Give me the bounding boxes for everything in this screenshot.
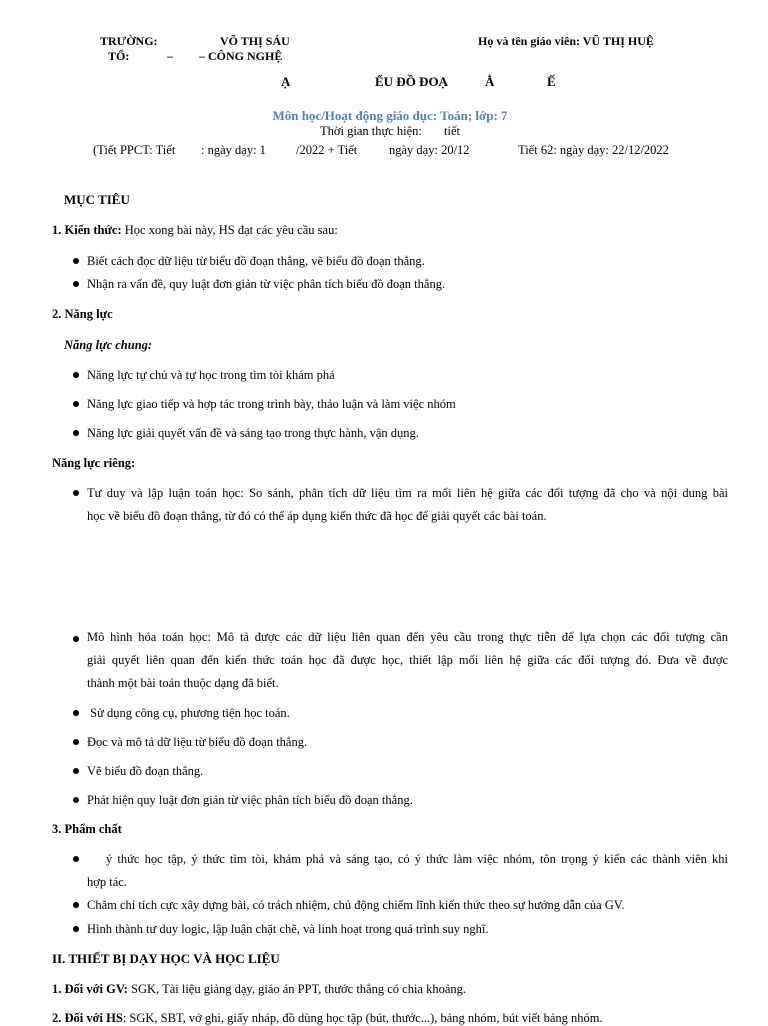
schedule-part-e: Tiết 62: ngày dạy: 22/12/2022 [518, 143, 669, 157]
teacher-name: Họ và tên giáo viên: VŨ THỊ HUỆ [478, 34, 654, 48]
general-competence-item: Năng lực giao tiếp và hợp tác trong trình bày, thảo luận và làm việc nhóm [87, 397, 456, 411]
section-heading-objectives: MỤC TIÊU [64, 192, 130, 207]
bullet-icon [73, 281, 79, 287]
teacher-materials-line [52, 982, 466, 997]
specific-competence-item: Vẽ biểu đồ đoạn thẳng. [87, 764, 204, 778]
title-fragment-4: Ế [547, 74, 556, 89]
teacher-materials-label: 1. Đối với GV: [52, 982, 128, 996]
group-name: – CÔNG NGHỆ [199, 49, 283, 63]
bullet-icon [73, 856, 79, 862]
subject-line: Môn học/Hoạt động giáo dục: Toán; lớp: 7 [272, 108, 508, 123]
bullet-icon [73, 739, 79, 745]
bullet-icon [73, 401, 79, 407]
knowledge-intro: Học xong bài này, HS đạt các yêu cầu sau: [124, 223, 338, 237]
bullet-icon [73, 636, 79, 642]
title-fragment-2: ẾU ĐỒ ĐOẠ [375, 74, 448, 89]
specific-competence-label: Năng lực riêng: [52, 456, 136, 470]
bullet-icon [73, 710, 79, 716]
knowledge-item: Biết cách đọc dữ liệu từ biểu đồ đoạn thẳng, vẽ biểu đồ đoạn thẳng. [87, 254, 425, 268]
quality-label: 3. Phẩm chất [52, 822, 122, 836]
quality-line: hợp tác. [87, 875, 127, 889]
quality-line: ý thức học tập, ý thức tìm tòi, khám phá và sáng tạo, có ý thức làm việc nhóm, tôn trọng ý kiến các thành viên khi [106, 852, 728, 866]
title-fragment-1: Ạ [281, 74, 291, 89]
modeling-line: Mô hình hóa toán học: Mô tả được các dữ liệu liên quan đến yêu cầu trong thực tiễn để lựa chọn các đối tượng cần [87, 630, 728, 644]
group-dash: – [167, 49, 173, 63]
bullet-icon [73, 490, 79, 496]
school-name: VÕ THỊ SÁU [220, 34, 290, 48]
general-competence-label: Năng lực chung: [64, 338, 153, 352]
bullet-icon [73, 372, 79, 378]
knowledge-line [52, 223, 338, 238]
specific-competence-item: Sử dụng công cụ, phương tiện học toán. [87, 706, 290, 720]
specific-competence-item: Phát hiện quy luật đơn giản từ việc phân tích biểu đồ đoạn thẳng. [87, 793, 413, 807]
knowledge-item: Nhận ra vấn đề, quy luật đơn giản từ việc phân tích biểu đồ đoạn thẳng. [87, 277, 446, 291]
teacher-materials-text: SGK, Tài liệu giảng dạy, giáo án PPT, thước thẳng có chia khoảng. [131, 982, 467, 996]
bullet-icon [73, 797, 79, 803]
modeling-line: thành một bài toán thuộc dạng đã biết. [87, 676, 279, 690]
schedule-part-b: : ngày dạy: 1 [201, 143, 266, 157]
bullet-icon [73, 430, 79, 436]
time-label: Thời gian thực hiện: [320, 124, 422, 138]
bullet-icon [73, 926, 79, 932]
specific-competence-line: học về biểu đồ đoạn thẳng, từ đó có thể áp dụng kiến thức đã học để giải quyết các bài toán. [87, 509, 547, 523]
schedule-part-a: (Tiết PPCT: Tiết [93, 143, 176, 157]
group-label: TỔ: [108, 49, 130, 63]
section-heading-equipment: II. THIẾT BỊ DẠY HỌC VÀ HỌC LIỆU [52, 951, 280, 966]
time-unit: tiết [444, 124, 460, 138]
student-materials-text: : SGK, SBT, vở ghi, giấy nháp, đồ dùng học tập (bút, thước...), bảng nhóm, bút viết bảng nhóm. [122, 1011, 603, 1025]
schedule-part-c: /2022 + Tiết [296, 143, 358, 157]
modeling-line: giải quyết liên quan đến kiến thức toán học đã được học, thiết lập mối liên hệ giữa các đối tượng đó. Đưa về được [87, 653, 728, 667]
quality-item: Hình thành tư duy logic, lập luận chặt chẽ, và linh hoạt trong quá trình suy nghĩ. [87, 922, 489, 936]
competence-label: 2. Năng lực [52, 307, 113, 321]
general-competence-item: Năng lực giải quyết vấn đề và sáng tạo trong thực hành, vận dụng. [87, 426, 419, 440]
bullet-icon [73, 768, 79, 774]
knowledge-label: 1. Kiến thức: [52, 223, 122, 237]
student-materials-label: 2. Đối với HS [52, 1011, 123, 1025]
specific-competence-item: Đọc và mô tả dữ liệu từ biểu đồ đoạn thẳng. [87, 735, 308, 749]
bullet-icon [73, 258, 79, 264]
specific-competence-line: Tư duy và lập luận toán học: So sánh, phân tích dữ liệu tìm ra mối liên hệ giữa các đối tượng đã cho và nội dung bài [87, 486, 728, 500]
title-fragment-3: Ẳ [485, 74, 495, 89]
quality-item: Chăm chỉ tích cực xây dựng bài, có trách nhiệm, chủ động chiếm lĩnh kiến thức theo sự hướng dẫn của GV. [87, 898, 625, 912]
bullet-icon [73, 902, 79, 908]
general-competence-item: Năng lực tự chủ và tự học trong tìm tòi khám phá [87, 368, 335, 382]
schedule-part-d: ngày dạy: 20/12 [389, 143, 470, 157]
school-label: TRƯỜNG: [100, 34, 158, 48]
